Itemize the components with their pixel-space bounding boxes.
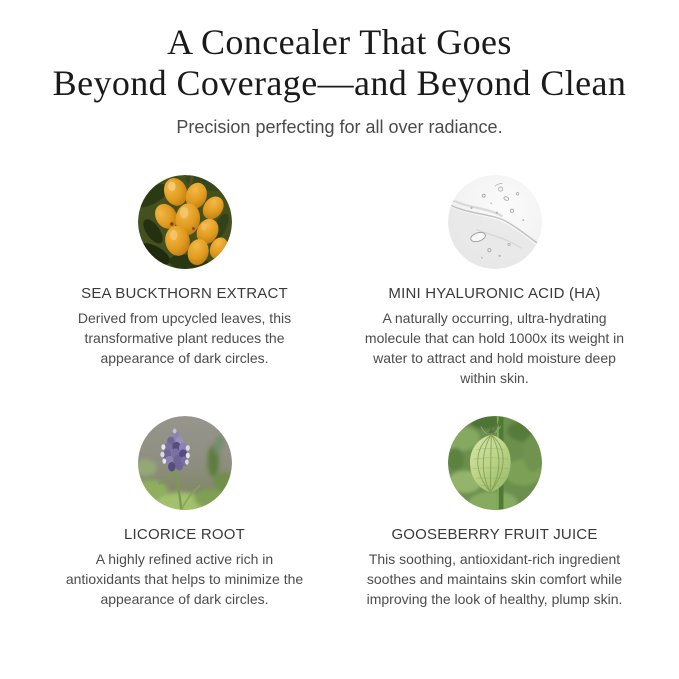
ingredient-name: GOOSEBERRY FRUIT JUICE: [391, 526, 598, 543]
ingredient-name: MINI HYALURONIC ACID (HA): [388, 285, 601, 302]
page-title: [0, 22, 679, 104]
ingredient-description: Derived from upcycled leaves, this transformative plant reduces the appearance of dark circles.: [77, 310, 292, 366]
ingredient-card-licorice-root: [59, 416, 311, 609]
hyaluronic-acid-gel-photo: [448, 175, 542, 269]
title-line-2: Beyond Coverage—and Beyond Clean: [52, 63, 627, 103]
ingredient-card-sea-buckthorn: [66, 175, 304, 388]
page-subtitle: Precision perfecting for all over radiance.: [176, 117, 503, 137]
header: [0, 0, 679, 138]
ingredient-name: SEA BUCKTHORN EXTRACT: [81, 285, 288, 302]
ingredient-card-hyaluronic-acid: [359, 175, 631, 388]
licorice-root-flower-photo: [138, 416, 232, 510]
ingredient-description: This soothing, antioxidant-rich ingredient soothes and maintains skin comfort while improving the look of healthy, plump skin.: [366, 551, 623, 607]
ingredient-description: A highly refined active rich in antioxidants that helps to minimize the appearance of dark circles.: [65, 551, 304, 607]
sea-buckthorn-berries-photo: [138, 175, 232, 269]
ingredient-card-gooseberry: [349, 416, 641, 609]
ingredient-description: A naturally occurring, ultra-hydrating molecule that can hold 1000x its weight in water to attract and hold moisture deep within skin.: [364, 310, 625, 386]
gooseberry-husk-photo: [448, 416, 542, 510]
ingredients-grid: [30, 175, 650, 609]
ingredient-name: LICORICE ROOT: [124, 526, 245, 543]
title-line-1: A Concealer That Goes: [167, 22, 512, 62]
